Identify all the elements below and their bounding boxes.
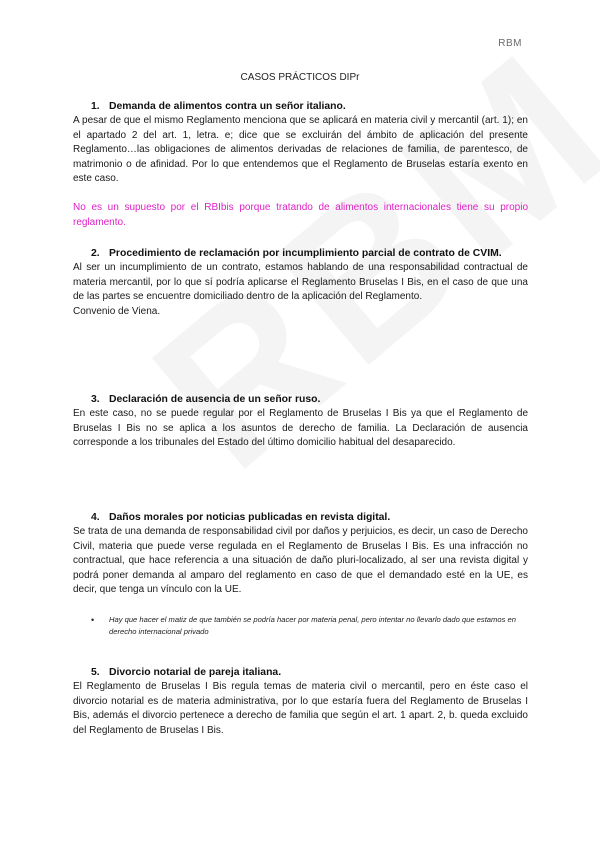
- section-title: Demanda de alimentos contra un señor italiano.: [109, 101, 346, 112]
- section-paragraph: En este caso, no se puede regular por el Reglamento de Bruselas I Bis ya que el Reglamento de Bruselas I Bis no se aplica a los asuntos de derecho de familia. La Declaración de ausencia corresponde a los tribunales del Estado del último domicilio habitual del desaparecido.: [73, 408, 528, 449]
- section-2: [73, 247, 528, 319]
- section-heading: [73, 511, 528, 525]
- section-5: [73, 666, 528, 738]
- section-1: [73, 100, 528, 230]
- section-heading: [73, 393, 528, 407]
- section-heading: [73, 100, 528, 114]
- section-3: [73, 393, 528, 451]
- section-paragraph: El Reglamento de Bruselas I Bis regula temas de materia civil o mercantil, pero en éste caso el divorcio notarial es de materia administrativa, por lo que estaría fuera del Reglamento de Bruselas I Bis, además el divorcio pertenece a derecho de familia que según el art. 1 apart. 2, b. queda excluido del Reglamento de Bruselas I Bis.: [73, 681, 528, 736]
- section-paragraph: Al ser un incumplimiento de un contrato, estamos hablando de una responsabilidad contractual de materia mercantil, por lo que sí podría aplicarse el Reglamento Bruselas I Bis, en el caso de que una de las partes se encuentre domiciliado dentro de la aplicación del Reglamento.: [73, 262, 528, 303]
- bullet-dot-icon: •: [91, 614, 95, 625]
- section-number: 5.: [91, 667, 100, 678]
- section-paragraph: A pesar de que el mismo Reglamento menciona que se aplicará en materia civil y mercantil (art. 1); en el apartado 2 del art. 1, letra. e; dice que se excluirán del ámbito de aplicación del presente Reglamento…las obligaciones de alimentos derivadas de relaciones de familia, de parentesco, de matrimonio o de afinidad. Por lo que entendemos que el Reglamento de Bruselas estaría exento en este caso.: [73, 115, 528, 185]
- section-number: 2.: [91, 248, 100, 259]
- document-title: CASOS PRÁCTICOS DIPr: [240, 72, 360, 83]
- bullet-text: Hay que hacer el matiz de que también se podría hacer por materia penal, pero intentar no llevarlo dado que estamos en derecho internacional privado: [109, 614, 516, 636]
- header-initials: RBM: [498, 38, 522, 49]
- section-number: 3.: [91, 394, 100, 405]
- section-4: [73, 511, 528, 638]
- section-extra: Convenio de Viena.: [73, 305, 161, 317]
- section-title: Procedimiento de reclamación por incumplimiento parcial de contrato de CVIM.: [109, 248, 502, 259]
- section-note: No es un supuesto por el RBIbis porque tratando de alimentos internacionales tiene su propio reglamento.: [73, 201, 528, 228]
- section-heading: [73, 666, 528, 680]
- section-title: Declaración de ausencia de un señor ruso.: [109, 394, 321, 405]
- section-number: 4.: [91, 512, 100, 523]
- section-title: Daños morales por noticias publicadas en revista digital.: [109, 512, 391, 523]
- section-heading: [73, 247, 528, 261]
- section-title: Divorcio notarial de pareja italiana.: [109, 667, 282, 678]
- section-bullet: [91, 614, 528, 638]
- section-number: 1.: [91, 101, 100, 112]
- section-paragraph: Se trata de una demanda de responsabilidad civil por daños y perjuicios, es decir, un caso de Derecho Civil, materia que puede verse regulada en el Reglamento de Bruselas I Bis. Es una infracción no contractual, que hace referencia a una situación de daño pluri-localizado, al ser una revista digital y podrá poner demanda al amparo del reglamento en caso de que el demandado esté en la UE, es decir, que tenga un vínculo con la UE.: [73, 526, 528, 596]
